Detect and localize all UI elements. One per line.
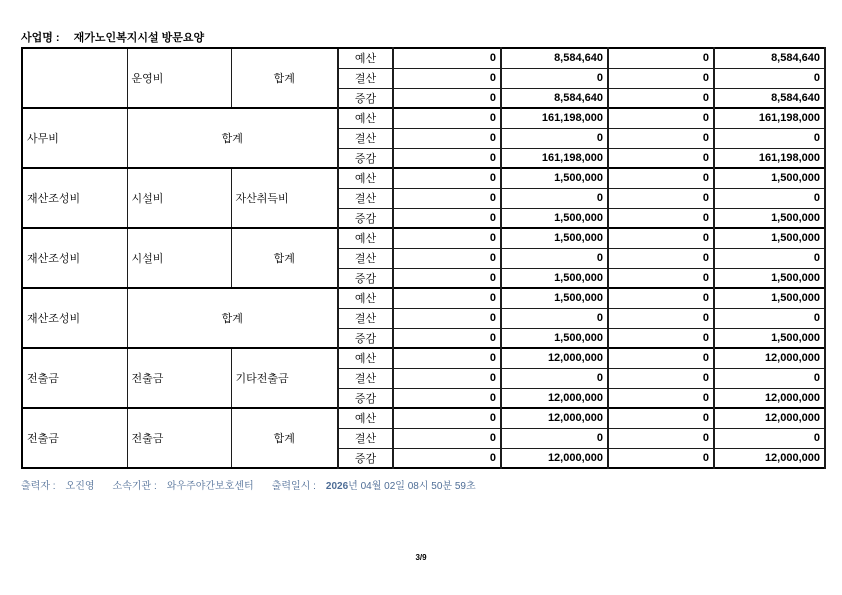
org-value: 와우주야간보호센터	[166, 481, 254, 492]
amount-cell: 0	[393, 228, 501, 248]
amount-cell: 161,198,000	[714, 148, 825, 168]
amount-cell: 0	[608, 308, 714, 328]
table-row	[22, 108, 825, 128]
amount-cell: 0	[393, 448, 501, 468]
amount-cell: 0	[714, 248, 825, 268]
category-cell: 재산조성비	[22, 228, 127, 288]
row-type-cell: 증감	[338, 208, 393, 228]
category-cell: 전출금	[22, 408, 127, 468]
printed-at-year: 2026	[325, 481, 349, 492]
table-row	[22, 48, 825, 68]
business-name-label: 사업명 :	[21, 32, 60, 44]
category-cell: 자산취득비	[231, 168, 338, 228]
amount-cell: 0	[393, 168, 501, 188]
category-cell: 기타전출금	[231, 348, 338, 408]
amount-cell: 0	[501, 248, 608, 268]
row-type-cell: 예산	[338, 408, 393, 428]
amount-cell: 0	[501, 428, 608, 448]
amount-cell: 0	[714, 188, 825, 208]
amount-cell: 0	[714, 308, 825, 328]
row-type-cell: 결산	[338, 428, 393, 448]
table-row	[22, 228, 825, 248]
amount-cell: 12,000,000	[714, 348, 825, 368]
amount-cell: 0	[393, 368, 501, 388]
amount-cell: 1,500,000	[501, 328, 608, 348]
category-cell: 사무비	[22, 108, 127, 168]
amount-cell: 1,500,000	[501, 228, 608, 248]
amount-cell: 0	[608, 268, 714, 288]
row-type-cell: 결산	[338, 68, 393, 88]
amount-cell: 0	[608, 408, 714, 428]
amount-cell: 0	[393, 108, 501, 128]
amount-cell: 12,000,000	[714, 448, 825, 468]
amount-cell: 1,500,000	[714, 208, 825, 228]
amount-cell: 0	[608, 368, 714, 388]
row-type-cell: 결산	[338, 188, 393, 208]
amount-cell: 0	[714, 68, 825, 88]
amount-cell: 0	[393, 328, 501, 348]
amount-cell: 8,584,640	[501, 48, 608, 68]
row-type-cell: 예산	[338, 348, 393, 368]
amount-cell: 0	[608, 188, 714, 208]
amount-cell: 1,500,000	[714, 168, 825, 188]
category-cell: 시설비	[127, 228, 231, 288]
budget-table-body	[22, 48, 825, 468]
amount-cell: 0	[393, 188, 501, 208]
amount-cell: 0	[608, 228, 714, 248]
amount-cell: 0	[608, 348, 714, 368]
amount-cell: 0	[608, 428, 714, 448]
amount-cell: 12,000,000	[714, 408, 825, 428]
category-cell: 합계	[127, 288, 338, 348]
amount-cell: 161,198,000	[501, 148, 608, 168]
row-type-cell: 예산	[338, 228, 393, 248]
amount-cell: 0	[501, 368, 608, 388]
amount-cell: 0	[393, 308, 501, 328]
amount-cell: 0	[393, 428, 501, 448]
category-cell	[22, 48, 127, 108]
table-row	[22, 408, 825, 428]
category-cell: 합계	[231, 48, 338, 108]
page-number: 3/9	[415, 553, 427, 562]
org-label: 소속기관 :	[112, 481, 157, 492]
amount-cell: 1,500,000	[714, 328, 825, 348]
amount-cell: 0	[393, 248, 501, 268]
row-type-cell: 증감	[338, 148, 393, 168]
table-row	[22, 348, 825, 368]
amount-cell: 0	[608, 88, 714, 108]
amount-cell: 0	[501, 308, 608, 328]
category-cell: 전출금	[22, 348, 127, 408]
row-type-cell: 예산	[338, 168, 393, 188]
amount-cell: 12,000,000	[501, 408, 608, 428]
category-cell: 시설비	[127, 168, 231, 228]
amount-cell: 0	[608, 288, 714, 308]
printed-by-value: 오진영	[65, 481, 95, 492]
amount-cell: 0	[393, 348, 501, 368]
category-cell: 재산조성비	[22, 168, 127, 228]
amount-cell: 12,000,000	[501, 448, 608, 468]
page-title	[21, 29, 204, 45]
category-cell: 합계	[231, 408, 338, 468]
amount-cell: 12,000,000	[501, 348, 608, 368]
amount-cell: 1,500,000	[501, 288, 608, 308]
amount-cell: 0	[501, 188, 608, 208]
amount-cell: 8,584,640	[501, 88, 608, 108]
amount-cell: 0	[393, 128, 501, 148]
amount-cell: 0	[393, 408, 501, 428]
amount-cell: 0	[608, 168, 714, 188]
category-cell: 합계	[127, 108, 338, 168]
row-type-cell: 예산	[338, 108, 393, 128]
printed-at-label: 출력일시 :	[271, 481, 316, 492]
amount-cell: 0	[608, 108, 714, 128]
print-info-footer	[21, 477, 476, 492]
amount-cell: 0	[608, 68, 714, 88]
printed-at-rest: 년 04월 02일 08시 50분 59초	[348, 481, 476, 492]
row-type-cell: 증감	[338, 328, 393, 348]
category-cell: 전출금	[127, 408, 231, 468]
amount-cell: 0	[393, 388, 501, 408]
row-type-cell: 증감	[338, 388, 393, 408]
amount-cell: 0	[393, 68, 501, 88]
amount-cell: 0	[393, 288, 501, 308]
table-row	[22, 168, 825, 188]
row-type-cell: 결산	[338, 308, 393, 328]
amount-cell: 0	[608, 448, 714, 468]
amount-cell: 0	[608, 388, 714, 408]
category-cell: 운영비	[127, 48, 231, 108]
category-cell: 전출금	[127, 348, 231, 408]
amount-cell: 0	[393, 88, 501, 108]
table-row	[22, 288, 825, 308]
row-type-cell: 증감	[338, 88, 393, 108]
amount-cell: 0	[393, 208, 501, 228]
amount-cell: 0	[714, 428, 825, 448]
amount-cell: 161,198,000	[501, 108, 608, 128]
business-name-value: 재가노인복지시설 방문요양	[73, 32, 205, 44]
amount-cell: 0	[608, 328, 714, 348]
budget-settlement-table	[21, 47, 826, 469]
amount-cell: 161,198,000	[714, 108, 825, 128]
amount-cell: 0	[608, 208, 714, 228]
amount-cell: 1,500,000	[501, 168, 608, 188]
row-type-cell: 증감	[338, 448, 393, 468]
amount-cell: 0	[501, 128, 608, 148]
category-cell: 재산조성비	[22, 288, 127, 348]
amount-cell: 0	[714, 368, 825, 388]
amount-cell: 1,500,000	[714, 268, 825, 288]
amount-cell: 0	[608, 128, 714, 148]
amount-cell: 12,000,000	[714, 388, 825, 408]
amount-cell: 1,500,000	[714, 288, 825, 308]
amount-cell: 0	[393, 268, 501, 288]
row-type-cell: 예산	[338, 48, 393, 68]
printed-by-label: 출력자 :	[21, 481, 56, 492]
amount-cell: 0	[393, 148, 501, 168]
row-type-cell: 예산	[338, 288, 393, 308]
amount-cell: 1,500,000	[501, 268, 608, 288]
amount-cell: 0	[608, 248, 714, 268]
row-type-cell: 결산	[338, 248, 393, 268]
row-type-cell: 결산	[338, 368, 393, 388]
category-cell: 합계	[231, 228, 338, 288]
amount-cell: 0	[608, 48, 714, 68]
amount-cell: 0	[393, 48, 501, 68]
row-type-cell: 결산	[338, 128, 393, 148]
amount-cell: 8,584,640	[714, 48, 825, 68]
amount-cell: 0	[501, 68, 608, 88]
row-type-cell: 증감	[338, 268, 393, 288]
amount-cell: 0	[714, 128, 825, 148]
amount-cell: 1,500,000	[501, 208, 608, 228]
amount-cell: 12,000,000	[501, 388, 608, 408]
amount-cell: 1,500,000	[714, 228, 825, 248]
amount-cell: 8,584,640	[714, 88, 825, 108]
amount-cell: 0	[608, 148, 714, 168]
